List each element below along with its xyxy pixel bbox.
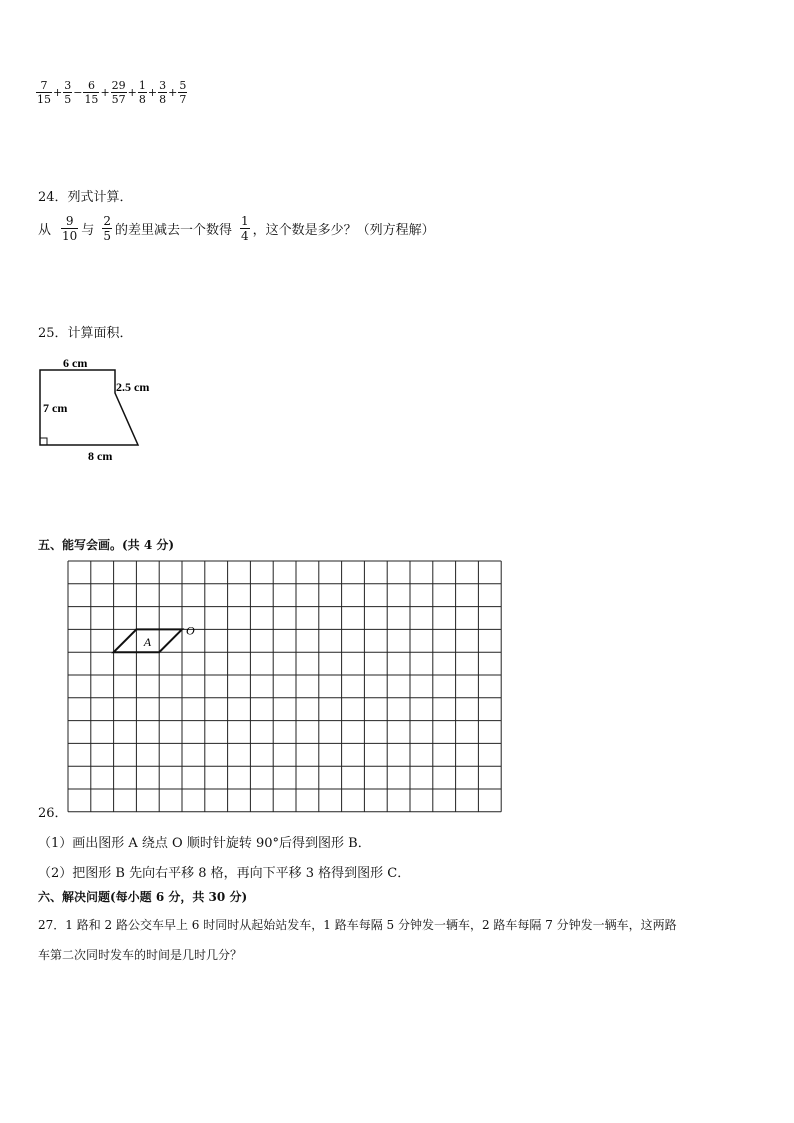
- operator: +: [100, 86, 110, 99]
- fraction-3-5: $\frac{3}{5}$: [64, 79, 72, 106]
- operator: +: [127, 86, 137, 99]
- fraction-2-5: $\frac{2}{5}$: [103, 214, 111, 243]
- fraction-1-8: $\frac{1}{8}$: [138, 79, 146, 106]
- q25-figure: [30, 350, 170, 465]
- right-angle-mark: [40, 438, 47, 445]
- label-slant: 2.5 cm: [116, 380, 150, 394]
- operator: +: [53, 86, 63, 99]
- label-left: 7 cm: [43, 401, 68, 415]
- fraction-5-7: $\frac{5}{7}$: [179, 79, 187, 106]
- q25-heading: 25．计算面积．: [38, 326, 133, 341]
- operator: +: [168, 86, 178, 99]
- q27-line2: 车第二次同时发车的时间是几时几分？: [38, 948, 243, 962]
- label-top: 6 cm: [63, 356, 88, 370]
- fraction-9-10: $\frac{9}{10}$: [62, 214, 78, 243]
- q24-question: [38, 215, 435, 242]
- section6-heading: 六、解决问题(每小题 6 分，共 30 分): [38, 890, 248, 904]
- operator: −: [73, 86, 83, 99]
- instruction-2: （2）把图形 B 先向右平移 8 格，再向下平移 3 格得到图形 C．: [38, 866, 411, 881]
- label-bottom: 8 cm: [88, 449, 113, 463]
- q26-number: 26．: [38, 806, 68, 821]
- fraction-7-15: $\frac{7}{15}$: [37, 79, 51, 106]
- section5-heading: 五、能写会画。(共 4 分): [38, 538, 175, 552]
- q24-heading: 24．列式计算．: [38, 190, 133, 205]
- operator: +: [147, 86, 158, 99]
- instruction-1: （1）画出图形 A 绕点 O 顺时针旋转 90°后得到图形 B．: [38, 836, 371, 851]
- fraction-29-57: $\frac{29}{57}$: [111, 79, 126, 106]
- fraction-6-15: $\frac{6}{15}$: [84, 79, 99, 106]
- fraction-3-8: $\frac{3}{8}$: [159, 79, 167, 106]
- q27-line1: 27．1 路和 2 路公交车早上 6 时同时从起始站发车，1 路车每隔 5 分钟发一辆车，2 路车每隔 7 分钟发一辆车，这两路: [38, 918, 677, 932]
- q24-part1: 从: [38, 223, 52, 238]
- shape-a-label: A: [143, 634, 152, 649]
- q23-expression: [36, 80, 187, 105]
- q24-part4: ，这个数是多少？（列方程解）: [252, 223, 435, 238]
- q24-part2: 与: [81, 223, 95, 238]
- fraction-1-4: $\frac{1}{4}$: [240, 214, 249, 243]
- point-o-label: O: [186, 623, 195, 638]
- q24-part3: 的差里减去一个数得: [114, 223, 232, 238]
- drawing-grid: [67, 560, 507, 820]
